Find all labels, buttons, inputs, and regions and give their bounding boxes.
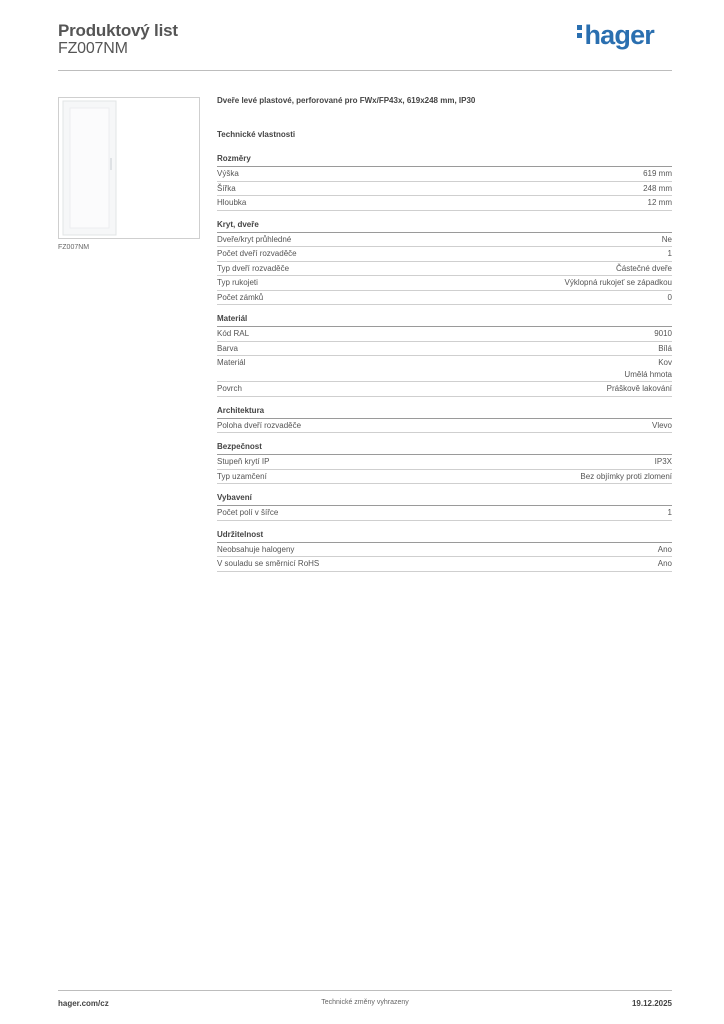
spec-label: Povrch bbox=[217, 384, 242, 393]
spec-value-line: Ano bbox=[657, 544, 672, 554]
spec-section bbox=[217, 154, 672, 211]
spec-sections bbox=[217, 154, 672, 572]
spec-row bbox=[217, 543, 672, 558]
footer-date: 19.12.2025 bbox=[631, 999, 672, 1008]
image-caption: FZ007NM bbox=[58, 244, 90, 251]
spec-value-line: Umělá hmota bbox=[624, 369, 672, 379]
spec-value bbox=[668, 292, 672, 304]
spec-label: Šířka bbox=[217, 183, 236, 193]
spec-value bbox=[658, 558, 672, 570]
spec-section bbox=[217, 530, 672, 572]
spec-label: Typ uzamčení bbox=[217, 471, 267, 481]
spec-value-line: Vlevo bbox=[651, 420, 672, 430]
spec-label: Poloha dveří rozvaděče bbox=[217, 420, 302, 430]
spec-label: V souladu se směrnicí RoHS bbox=[217, 559, 320, 568]
spec-row bbox=[217, 167, 672, 182]
spec-section bbox=[217, 442, 672, 484]
spec-value-line: 9010 bbox=[654, 329, 672, 338]
spec-label: Stupeň krytí IP bbox=[217, 457, 270, 466]
page-title: Produktový list bbox=[58, 21, 178, 40]
product-code: FZ007NM bbox=[58, 40, 128, 57]
spec-row bbox=[217, 557, 672, 572]
spec-value-line: 619 mm bbox=[643, 169, 672, 178]
spec-label: Typ dveří rozvaděče bbox=[217, 263, 290, 273]
spec-value-line: Částečné dveře bbox=[615, 263, 672, 273]
spec-row bbox=[217, 182, 672, 197]
spec-value-line: 12 mm bbox=[647, 198, 672, 207]
spec-value-line: Práškově lakování bbox=[606, 384, 672, 393]
spec-value-line: Ano bbox=[657, 559, 672, 568]
section-title: Udržitelnost bbox=[217, 530, 672, 543]
spec-label: Dveře/kryt průhledné bbox=[217, 234, 292, 244]
footer-website: hager.com/cz bbox=[58, 999, 109, 1008]
spec-row bbox=[217, 455, 672, 470]
spec-value bbox=[658, 343, 672, 355]
spec-label: Kód RAL bbox=[217, 329, 250, 338]
spec-value-line: IP3X bbox=[654, 457, 672, 466]
spec-value bbox=[643, 183, 672, 195]
spec-value bbox=[658, 544, 672, 556]
product-details bbox=[217, 96, 672, 581]
spec-value bbox=[654, 328, 672, 340]
spec-value bbox=[655, 456, 672, 468]
spec-row bbox=[217, 382, 672, 397]
door-panel-image bbox=[59, 98, 199, 238]
spec-row bbox=[217, 233, 672, 248]
spec-value bbox=[580, 471, 672, 483]
spec-row bbox=[217, 262, 672, 277]
spec-row bbox=[217, 506, 672, 521]
spec-value bbox=[668, 507, 672, 519]
spec-label: Počet polí v šířce bbox=[217, 508, 279, 517]
spec-label: Hloubka bbox=[217, 198, 247, 207]
product-image bbox=[58, 97, 200, 239]
section-title: Bezpečnost bbox=[217, 442, 672, 455]
spec-value-line: Bílá bbox=[658, 343, 672, 353]
spec-section bbox=[217, 220, 672, 306]
page-footer bbox=[58, 990, 672, 1011]
spec-value-line: 248 mm bbox=[643, 183, 672, 193]
hager-logo bbox=[577, 20, 654, 51]
spec-value-line: 1 bbox=[667, 249, 672, 258]
spec-row bbox=[217, 247, 672, 262]
spec-value-line: Výklopná rukojeť se západkou bbox=[564, 278, 672, 287]
spec-value bbox=[652, 420, 672, 432]
spec-row bbox=[217, 327, 672, 342]
spec-value bbox=[668, 248, 672, 260]
spec-value-line: 1 bbox=[667, 508, 672, 517]
spec-section bbox=[217, 493, 672, 521]
spec-label: Materiál bbox=[217, 358, 246, 367]
logo-dots-icon bbox=[577, 22, 582, 41]
spec-label: Neobsahuje halogeny bbox=[217, 544, 295, 554]
spec-row bbox=[217, 196, 672, 211]
spec-label: Počet dveří rozvaděče bbox=[217, 249, 297, 258]
spec-value bbox=[648, 197, 672, 209]
spec-row bbox=[217, 291, 672, 306]
spec-row bbox=[217, 470, 672, 485]
spec-value bbox=[616, 263, 672, 275]
spec-row bbox=[217, 419, 672, 434]
page-header bbox=[58, 20, 672, 71]
spec-value-line: Bez objímky proti zlomení bbox=[580, 471, 672, 481]
spec-value bbox=[607, 383, 672, 395]
footer-note: Technické změny vyhrazeny bbox=[321, 999, 409, 1006]
spec-value-line: Kov bbox=[658, 358, 672, 367]
spec-label: Typ rukojeti bbox=[217, 278, 258, 287]
spec-value bbox=[564, 277, 672, 289]
logo-text: hager bbox=[584, 20, 654, 50]
spec-row bbox=[217, 356, 672, 382]
spec-value-line: 0 bbox=[667, 292, 672, 302]
spec-label: Barva bbox=[217, 343, 238, 353]
spec-section bbox=[217, 314, 672, 397]
spec-row bbox=[217, 276, 672, 291]
spec-value bbox=[643, 168, 672, 180]
spec-value bbox=[624, 357, 672, 380]
section-title: Vybavení bbox=[217, 493, 672, 506]
technical-properties-heading: Technické vlastnosti bbox=[217, 130, 296, 139]
section-title: Rozměry bbox=[217, 154, 672, 167]
section-title: Kryt, dveře bbox=[217, 220, 672, 233]
section-title: Architektura bbox=[217, 406, 672, 419]
product-description: Dveře levé plastové, perforované pro FWx/FP43x, 619x248 mm, IP30 bbox=[217, 96, 476, 105]
section-title: Materiál bbox=[217, 314, 672, 327]
spec-section bbox=[217, 406, 672, 434]
spec-label: Výška bbox=[217, 169, 239, 178]
spec-value bbox=[662, 234, 672, 246]
spec-row bbox=[217, 342, 672, 357]
spec-label: Počet zámků bbox=[217, 292, 264, 302]
spec-value-line: Ne bbox=[661, 234, 672, 244]
